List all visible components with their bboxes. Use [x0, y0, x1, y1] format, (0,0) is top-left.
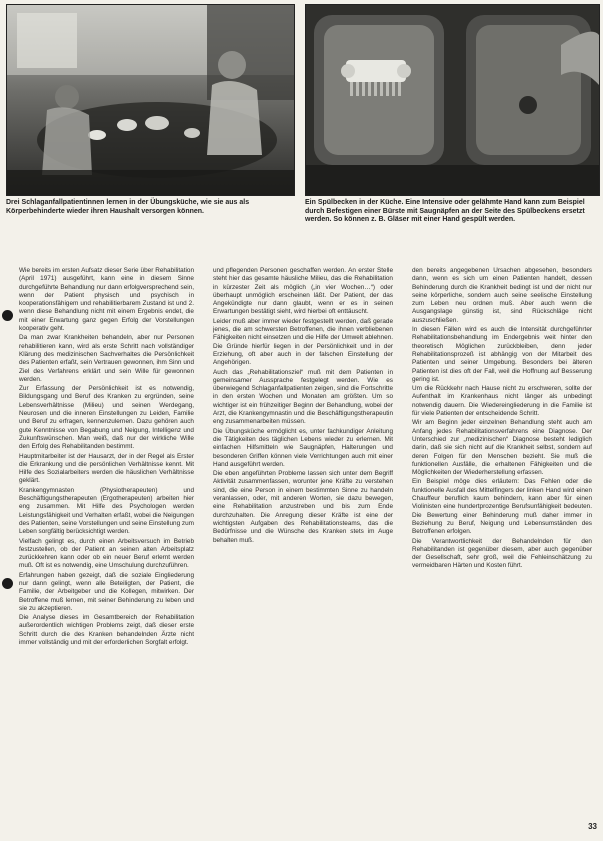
paragraph: Ein Beispiel möge dies erläutern: Das Fehlen oder die funktionelle Ausfall des Mittelfingers der linken Hand wird einen Chauffeur beruflich kaum behindern, kann aber für einen Violinisten eine hundertprozentige Berufsunfähigkeit bedeuten. Die Bewertung einer Behinderung muß daher immer in Beziehung zu Beruf, Neigung und Lebensumständen des Betroffenen erfolgen.	[412, 478, 592, 536]
paragraph: und pflegenden Personen geschaffen werden. An erster Stelle steht hier das gesamte häusliche Milieu, das die Rehabilitation in kürzester Zeit als möglich („in vier Wochen…“) oder überhaupt unmöglich erscheinen läßt. Der Patient, der das Angekündigte nur dann glaubt, wenn er es in seinen Erwartungen bestätigt sieht, wird hierbei oft enttäuscht.	[213, 267, 393, 316]
paragraph: Leider muß aber immer wieder festgestellt werden, daß gerade jenes, die am schwersten Betroffenen, die ihnen verbliebenen Fähigkeiten nicht einsetzen und die Hilfe der Umwelt ablehnen. Die Gründe hierfür liegen in der Persönlichkeit und in der Erziehung, oft aber auch in der falschen Einstellung der Angehörigen.	[213, 317, 393, 367]
paragraph: Die Übungsküche ermöglicht es, unter fachkundiger Anleitung die Tätigkeiten des täglichen Lebens wieder zu erlernen. Mit einfachen Hilfsmitteln wie Saugnäpfen, Halterungen und besonderen Griffen können viele Verrichtungen auch mit einer Hand ausgeführt werden.	[213, 427, 393, 468]
paragraph: Die eben angeführten Probleme lassen sich unter dem Begriff Aktivität zusammenfassen, worunter jene Kräfte zu verstehen sind, die eine Person in einem bestimmten Sinne zu handeln veranlassen, oder, mit anderen Worten, sie dazu bewegen, eine Rehabilitation anzustreben und bis zum Ende durchzuhalten. Die Anregung dieser Kräfte ist eine der wichtigsten Aufgaben des Rehabilitationsteams, das die Bedürfnisse und die Wünsche des Kranken stets im Auge behalten muß.	[213, 470, 393, 544]
paragraph: Vielfach gelingt es, durch einen Arbeitsversuch im Betrieb festzustellen, ob der Patient an seinen alten Arbeitsplatz zurückkehren kann oder ob ein neuer Beruf erlernt werden muß. Oft ist es notwendig, eine Umschulung durchzuführen.	[19, 537, 194, 570]
article-column-3	[412, 267, 592, 811]
paragraph: Wir am Beginn jeder einzelnen Behandlung steht auch am Anfang jedes Rehabilitationsverfahrens eine Diagnose. Der Unterschied zur „medizinischen“ Diagnose besteht lediglich darin, daß sie sich nicht auf die Krankheit selbst, sondern auf deren Folgen für den Menschen bezieht. Sie muß die funktionellen Ausfälle, die erhaltenen Fähigkeiten und die Möglichkeiten der Wiederherstellung erfassen.	[412, 419, 592, 477]
article-column-2	[213, 267, 393, 811]
photo-sink-brush	[305, 4, 600, 196]
paragraph: Da man zwar Krankheiten behandeln, aber nur Personen rehabilitieren kann, wird als erste Schritt nach vollständiger Klärung des medizinischen Sachverhaltes die Persönlichkeit des Patienten erfaßt, sein Vertrauen gewonnen, ihm Sinn und Ziel des Verfahrens erklärt und sein Wille für gewonnen werden.	[19, 334, 194, 383]
photo-kitchen-patients	[6, 4, 295, 196]
binder-hole	[2, 578, 13, 589]
paragraph: Die Verantwortlichkeit der Behandelnden für den Rehabilitanden ist gegenüber diesem, aber auch gegenüber der Gesellschaft, sehr groß, weil die Fehleinschätzung zu vermeidbaren Härten und Kosten führt.	[412, 537, 592, 570]
photo-caption-left: Drei Schlaganfallpatientinnen lernen in der Übungsküche, wie sie aus als Körperbehinderte wieder ihren Haushalt versorgen können.	[6, 199, 250, 215]
binder-hole	[2, 310, 13, 321]
paragraph: Krankengymnasten (Physiotherapeuten) und Beschäftigungstherapeuten (Ergotherapeuten) arbeiten hier eng zusammen. Mit Hilfe des Psychologen werden Leistungsfähigkeit und Verhalten erfaßt, wobei die Neigungen des Patienten, seine Vorstellungen und seine Einstellung zum Leben sorgfältig berücksichtigt werden.	[19, 486, 194, 536]
article-column-1	[19, 267, 194, 811]
paragraph: Die Analyse dieses im Gesamtbereich der Rehabilitation außerordentlich wichtigen Problems zeigt, daß dieser erste Schritt durch die des Kranken behandelnden Ärzte nicht immer vollständig und mit der erforderlichen Sorgfalt erfolgt.	[19, 614, 194, 647]
paragraph: In diesen Fällen wird es auch die Intensität durchgeführter Rehabilitationsbehandlung im Endergebnis weit hinter den theoretisch Möglichen zurückbleiben, denn jeder Rehabilitationsprozeß ist abhängig von der Mitarbeit des Patienten und seiner Umgebung. Besonders bei älteren Patienten ist dies oft der Fall, weil die Hoffnung auf Besserung gering ist.	[412, 326, 592, 383]
photo-caption-right: Ein Spülbecken in der Küche. Eine Intensive oder gelähmte Hand kann zum Beispiel durch Befestigen einer Bürste mit Saugnäpfen an der Seite des Spülbeckens ersetzt werden. So können z. B. Gläser mit einer Hand gespült werden.	[305, 199, 585, 224]
paragraph: Zur Erfassung der Persönlichkeit ist es notwendig, Bildungsgang und Beruf des Kranken zu ergründen, seine Lebensverhältnisse (Milieu) und seinen Werdegang, Neurosen und die inneren Einstellungen zu Leiden, Familie und Beruf zu erfragen, kennenzulernen. Dazu gehören auch gute Kenntnisse von Begabung und Neigung, Intelligenz und Zukunftswünschen. Man weiß, daß nur der wirkliche Wille den Erfolg des Rehabilitanden bestimmt.	[19, 385, 194, 451]
paragraph: den bereits angegebenen Ursachen abgesehen, besonders dann, wenn es sich um einen Patienten handelt, dessen Behinderung durch die Krankheit bedingt ist und der nicht nur seine körperliche, sondern auch seine seelische Einstellung zum Leben neu ordnen muß. Aber auch wenn die Ausgangslage günstig ist, sind Rückschläge nicht auszuschließen.	[412, 267, 592, 324]
paragraph: Wie bereits im ersten Aufsatz dieser Serie über Rehabilitation (April 1971) ausgeführt, kann eine in diesem Sinne durchgeführte Behandlung nur dann erfolgversprechend sein, wenn der Patient physisch und psychisch in kooperationsfähigem und rehabilitierbarem Zustand ist und 2. wenn diese Behandlung nicht mit einem Ergebnis endet, die mit einer Erwartung ganz gegen Erfolg der Vorstellungen kooperativ geht.	[19, 267, 194, 333]
page-number: 33	[588, 822, 597, 831]
paragraph: Um die Rückkehr nach Hause nicht zu erschweren, sollte der Aufenthalt im Krankenhaus nicht länger als unbedingt notwendig dauern. Die Wiedereingliederung in die Familie ist für viele Patienten der entscheidende Schritt.	[412, 385, 592, 418]
kitchen-photo-image	[7, 5, 294, 195]
paragraph: Auch das „Rehabilitationsziel“ muß mit dem Patienten in gemeinsamer Aussprache festgelegt werden. Wie es überwiegend Schlaganfallpatienten zeigen, sind die Fortschritte in den ersten Wochen und Monaten am größten. Um so wichtiger ist ein frühzeitiger Beginn der Behandlung, wobei der Arzt, die Krankengymnastin und die Beschäftigungstherapeutin eng zusammenarbeiten müssen.	[213, 368, 393, 426]
paragraph: Hauptmitarbeiter ist der Hausarzt, der in der Regel als Erster die Erkrankung und die persönlichen Verhältnisse kennt. Mit Hilfe des Sozialarbeiters werden die häuslichen Verhältnisse geklärt.	[19, 452, 194, 485]
paragraph: Erfahrungen haben gezeigt, daß die soziale Eingliederung nur dann gelingt, wenn alle Beteiligten, der Patient, die Familie, der Arbeitgeber und die Kollegen, mitwirken. Der Betroffene muß lernen, mit seiner Behinderung zu leben und sie zu akzeptieren.	[19, 571, 194, 612]
sink-photo-image	[306, 5, 599, 195]
